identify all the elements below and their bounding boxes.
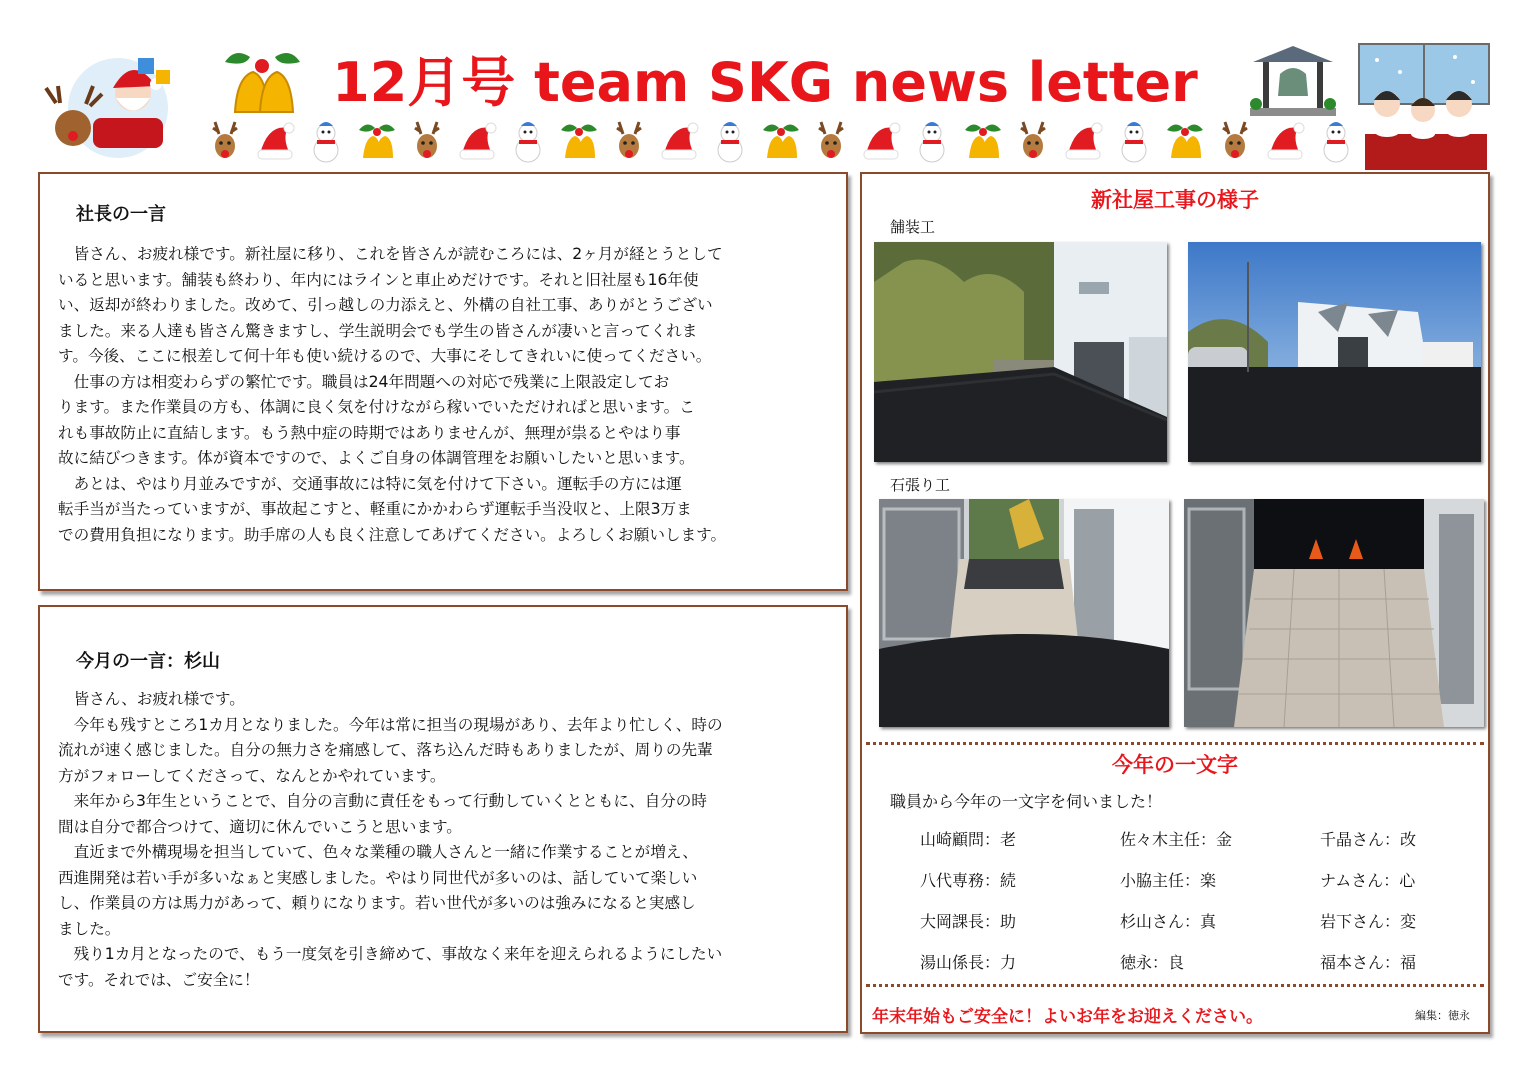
stone-photo-1 <box>879 499 1169 727</box>
snowman-icon <box>1316 118 1356 164</box>
holly-bells-icon <box>357 118 397 164</box>
snowman-icon <box>710 118 750 164</box>
text-line: 転手当が当たっていますが、事故起こすと、軽重にかかわらず運転手当没収と、上限3万ま <box>58 500 692 518</box>
reindeer-icon <box>407 118 447 164</box>
holly-bells-icon <box>761 118 801 164</box>
text-line: 間は自分で都合つけて、適切に休んでいこうと思います。 <box>58 817 462 836</box>
santa-hat-icon <box>862 118 902 164</box>
footer-message: 年末年始もご安全に！よいお年をお迎えください。 <box>872 1007 1263 1027</box>
text-line: 故に結びつきます。体が資本ですので、よくご自身の体調管理をお願いしたいと思います。 <box>58 449 695 467</box>
reindeer-icon <box>811 118 851 164</box>
temple-bell-icon <box>1248 44 1338 116</box>
holly-bells-icon <box>215 42 310 120</box>
president-heading: 社長の一言 <box>76 204 166 225</box>
kanji-item: 小脇主任：楽 <box>1120 871 1217 890</box>
kanji-item: 山崎顧問：老 <box>920 830 1017 849</box>
paving-label: 舗装工 <box>890 218 936 236</box>
monthly-message-body <box>58 687 830 993</box>
kanji-item: 杉山さん：真 <box>1120 912 1217 931</box>
editor-credit: 編集：徳永 <box>1415 1009 1470 1022</box>
text-line: いると思います。舗装も終わり、年内にはラインと車止めだけです。それと旧社屋も16年使 <box>58 270 699 289</box>
snowman-icon <box>1114 118 1154 164</box>
kanji-item: 福本さん：福 <box>1320 953 1417 972</box>
kanji-item: 岩下さん：変 <box>1320 912 1417 931</box>
holly-bells-icon <box>1165 118 1205 164</box>
text-line: 流れが速く感じました。自分の無力さを痛感して、落ち込んだ時もありましたが、周りの先輩 <box>58 741 713 759</box>
santa-hat-icon <box>256 118 296 164</box>
newsletter-title: 12月号 team SKG news letter <box>332 51 1198 114</box>
text-line: での費用負担になります。助手席の人も良く注意してあげてください。よろしくお願いします。 <box>58 525 727 544</box>
reindeer-icon <box>609 118 649 164</box>
kanji-item: 千晶さん：改 <box>1320 830 1417 849</box>
paving-photo-2 <box>1188 242 1481 462</box>
text-line: です。それでは、ご安全に！ <box>58 970 260 989</box>
text-line: 西進開発は若い手が多いなぁと実感しました。やはり同世代が多いのは、話していて楽しい <box>58 868 698 887</box>
paving-photo-1 <box>874 242 1167 462</box>
monthly-message-panel <box>38 605 848 1033</box>
holly-bells-icon <box>963 118 1003 164</box>
president-message-panel <box>38 172 848 591</box>
president-message-body <box>58 242 830 548</box>
monthly-heading: 今月の一言：杉山 <box>76 651 220 672</box>
text-line: 直近まで外構現場を担当していて、色々な業種の職人さんと一緒に作業することが増え、 <box>58 843 698 861</box>
snowman-icon <box>912 118 952 164</box>
text-line: 皆さん、お疲れ様です。新社屋に移り、これを皆さんが読むころには、2ヶ月が経とうとして <box>58 245 723 263</box>
text-line: ります。また作業員の方も、体調に良く気を付けながら稼いでいただければと思います。こ <box>58 398 695 416</box>
santa-hat-icon <box>660 118 700 164</box>
stone-photo-2 <box>1184 499 1484 727</box>
text-line: れも事故防止に直結します。もう熱中症の時期ではありませんが、無理が祟るとやはり事 <box>58 423 681 442</box>
construction-panel <box>860 172 1490 1034</box>
reindeer-icon <box>1013 118 1053 164</box>
text-line: ました。来る人達も皆さん驚きますし、学生説明会でも学生の皆さんが凄いと言ってくれま <box>58 321 698 340</box>
holly-bells-icon <box>559 118 599 164</box>
text-line: 皆さん、お疲れ様です。 <box>58 690 245 708</box>
kanji-intro: 職員から今年の一文字を伺いました！ <box>890 792 1163 811</box>
kanji-item: 八代専務：続 <box>920 871 1017 890</box>
text-line: い、返却が終わりました。改めて、引っ越しの力添えと、外構の自社工事、ありがとうござい <box>58 296 713 314</box>
text-line: ました。 <box>58 919 121 938</box>
decoration-row <box>205 118 1355 166</box>
kanji-item: ナムさん：心 <box>1320 871 1416 890</box>
kanji-item: 徳永：良 <box>1120 953 1185 972</box>
stone-label: 石張り工 <box>890 476 951 494</box>
text-line: 来年から3年生ということで、自分の言動に責任をもって行動していくとともに、自分の時 <box>58 792 707 810</box>
santa-hat-icon <box>1064 118 1104 164</box>
text-line: 今年も残すところ1カ月となりました。今年は常に担当の現場があり、去年より忙しく、時の <box>58 715 723 734</box>
kanji-item: 大岡課長：助 <box>920 912 1017 931</box>
text-line: し、作業員の方は馬力があって、頼りになります。若い世代が多いのは強みになると実感し <box>58 894 696 912</box>
snowman-icon <box>508 118 548 164</box>
text-line: 仕事の方は相変わらずの繁忙です。職員は24年問題への対応で残業に上限設定してお <box>58 372 670 391</box>
text-line: あとは、やはり月並みですが、交通事故には特に気を付けて下さい。運転手の方には運 <box>58 474 682 493</box>
text-line: 方がフォローしてくださって、なんとかやれています。 <box>58 766 446 785</box>
kanji-item: 湯山係長：力 <box>920 953 1017 972</box>
text-line: 残り1カ月となったので、もう一度気を引き締めて、事故なく来年を迎えられるようにしたい <box>58 945 723 963</box>
kanji-item: 佐々木主任：金 <box>1120 830 1233 849</box>
footer <box>862 877 1488 1027</box>
section-divider <box>866 742 1484 745</box>
text-line: す。今後、ここに根差して何十年も使い続けるので、大事にそしてきれいに使ってください。 <box>58 347 712 365</box>
santa-reindeer-icon <box>38 48 188 168</box>
construction-heading: 新社屋工事の様子 <box>1091 188 1259 212</box>
reindeer-icon <box>205 118 245 164</box>
reindeer-icon <box>1215 118 1255 164</box>
santa-hat-icon <box>458 118 498 164</box>
family-eating-icon <box>1355 42 1495 170</box>
santa-hat-icon <box>1266 118 1306 164</box>
kanji-heading: 今年の一文字 <box>1112 753 1238 777</box>
snowman-icon <box>306 118 346 164</box>
